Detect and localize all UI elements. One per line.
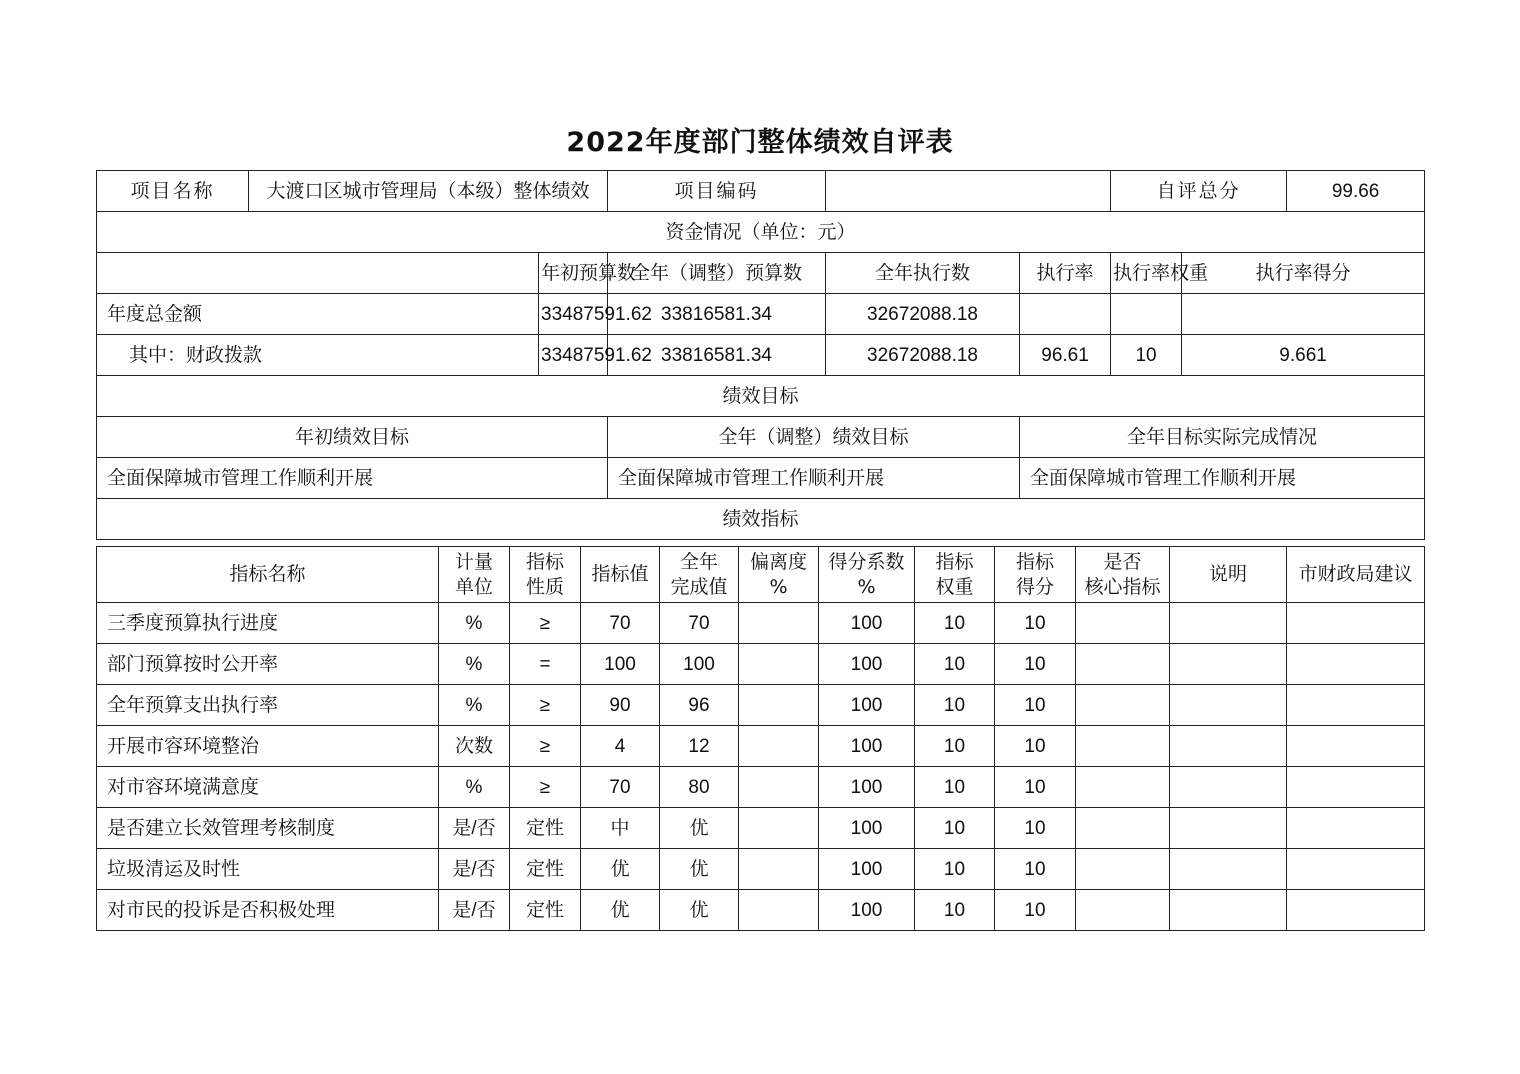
indicator-cell: ≥ xyxy=(510,767,581,808)
indicator-col-header: 市财政局建议 xyxy=(1287,547,1425,603)
indicator-cell: ≥ xyxy=(510,726,581,767)
indicator-cell: 70 xyxy=(581,767,660,808)
total-score-label: 自评总分 xyxy=(1111,171,1287,212)
indicator-cell xyxy=(739,890,819,931)
funds-row-total xyxy=(97,294,1425,335)
funds-cell: 33816581.34 xyxy=(608,294,826,335)
funds-cell: 9.661 xyxy=(1182,335,1425,376)
indicator-cell: 10 xyxy=(995,808,1076,849)
total-score-value: 99.66 xyxy=(1287,171,1425,212)
indicator-cell: 100 xyxy=(819,603,915,644)
funds-col-header: 全年执行数 xyxy=(826,253,1020,294)
indicator-cell: % xyxy=(439,603,510,644)
indicator-cell: 70 xyxy=(660,603,739,644)
indicator-cell xyxy=(1170,808,1287,849)
funds-corner-cell xyxy=(97,253,539,294)
indicator-cell: 12 xyxy=(660,726,739,767)
indicator-cell xyxy=(1287,603,1425,644)
indicator-cell: 优 xyxy=(660,849,739,890)
funds-cell: 32672088.18 xyxy=(826,335,1020,376)
indicator-cell xyxy=(739,808,819,849)
table-row xyxy=(97,808,1425,849)
indicator-col-header: 指标名称 xyxy=(97,547,439,603)
indicator-table xyxy=(96,546,1425,931)
table-row xyxy=(97,767,1425,808)
funds-cell: 33487591.62 xyxy=(539,294,608,335)
indicator-cell: 次数 xyxy=(439,726,510,767)
goals-header-row xyxy=(97,417,1425,458)
indicator-cell xyxy=(1076,603,1170,644)
indicator-cell: 100 xyxy=(660,644,739,685)
funds-col-header: 执行率 xyxy=(1020,253,1111,294)
project-name-value: 大渡口区城市管理局（本级）整体绩效 xyxy=(249,171,608,212)
funds-col-header: 全年（调整）预算数 xyxy=(608,253,826,294)
indicator-cell: 优 xyxy=(660,808,739,849)
indicator-cell xyxy=(1076,808,1170,849)
indicator-cell xyxy=(1170,767,1287,808)
indicator-cell xyxy=(739,685,819,726)
table-row xyxy=(97,726,1425,767)
indicator-cell: 是/否 xyxy=(439,849,510,890)
project-code-label: 项目编码 xyxy=(608,171,826,212)
indicator-cell xyxy=(1170,849,1287,890)
table-row xyxy=(97,890,1425,931)
funds-cell xyxy=(1111,294,1182,335)
indicator-cell: 10 xyxy=(995,767,1076,808)
indicator-cell: 100 xyxy=(819,849,915,890)
indicator-cell: 是/否 xyxy=(439,890,510,931)
indicator-col-header: 是否 核心指标 xyxy=(1076,547,1170,603)
funds-cell: 33816581.34 xyxy=(608,335,826,376)
indicators-section-title: 绩效指标 xyxy=(97,499,1425,540)
indicator-name-cell: 部门预算按时公开率 xyxy=(97,644,439,685)
indicator-name-cell: 是否建立长效管理考核制度 xyxy=(97,808,439,849)
indicator-cell: ≥ xyxy=(510,685,581,726)
indicator-body xyxy=(97,603,1425,931)
indicator-col-header: 指标值 xyxy=(581,547,660,603)
indicator-cell xyxy=(1287,685,1425,726)
indicator-cell xyxy=(1287,726,1425,767)
funds-cell: 32672088.18 xyxy=(826,294,1020,335)
indicator-name-cell: 全年预算支出执行率 xyxy=(97,685,439,726)
table-row xyxy=(97,685,1425,726)
indicator-cell: 10 xyxy=(915,767,995,808)
indicator-cell xyxy=(1170,685,1287,726)
indicator-cell xyxy=(739,849,819,890)
indicator-col-header: 指标 权重 xyxy=(915,547,995,603)
indicator-cell xyxy=(739,726,819,767)
indicator-cell xyxy=(1287,644,1425,685)
indicator-cell: 优 xyxy=(660,890,739,931)
summary-table xyxy=(96,170,1425,540)
indicator-cell xyxy=(1170,644,1287,685)
indicator-cell: 10 xyxy=(995,644,1076,685)
indicator-cell: 中 xyxy=(581,808,660,849)
indicator-cell xyxy=(1287,767,1425,808)
funds-row-fiscal xyxy=(97,335,1425,376)
indicator-cell: % xyxy=(439,644,510,685)
indicator-cell: 定性 xyxy=(510,890,581,931)
indicator-cell: 优 xyxy=(581,849,660,890)
indicator-cell: % xyxy=(439,685,510,726)
funds-row-label: 其中：财政拨款 xyxy=(97,335,539,376)
indicator-cell xyxy=(1076,644,1170,685)
indicator-cell: 10 xyxy=(915,808,995,849)
indicator-cell: 10 xyxy=(915,890,995,931)
funds-col-header: 执行率得分 xyxy=(1182,253,1425,294)
indicator-cell: 80 xyxy=(660,767,739,808)
indicator-cell xyxy=(1170,890,1287,931)
indicator-cell: 96 xyxy=(660,685,739,726)
goals-col-header: 年初绩效目标 xyxy=(97,417,608,458)
indicator-cell xyxy=(1287,849,1425,890)
goals-cell: 全面保障城市管理工作顺利开展 xyxy=(97,458,608,499)
goals-cell: 全面保障城市管理工作顺利开展 xyxy=(608,458,1020,499)
indicator-header-row xyxy=(97,547,1425,603)
indicator-name-cell: 对市民的投诉是否积极处理 xyxy=(97,890,439,931)
funds-col-header: 执行率权重 xyxy=(1111,253,1182,294)
indicator-cell: 10 xyxy=(915,726,995,767)
indicator-cell: = xyxy=(510,644,581,685)
funds-cell: 33487591.62 xyxy=(539,335,608,376)
table-row xyxy=(97,644,1425,685)
page-title: 2022年度部门整体绩效自评表 xyxy=(566,127,954,158)
indicator-cell: 10 xyxy=(915,603,995,644)
table-row xyxy=(97,603,1425,644)
indicator-cell xyxy=(739,767,819,808)
indicator-cell xyxy=(1076,726,1170,767)
indicator-cell: 100 xyxy=(819,890,915,931)
indicator-cell xyxy=(1170,603,1287,644)
indicator-cell xyxy=(1076,849,1170,890)
indicator-cell: 定性 xyxy=(510,808,581,849)
indicator-cell: ≥ xyxy=(510,603,581,644)
indicator-cell: 10 xyxy=(995,849,1076,890)
indicator-col-header: 全年 完成值 xyxy=(660,547,739,603)
indicator-cell xyxy=(1076,685,1170,726)
indicator-cell: % xyxy=(439,767,510,808)
funds-col-header: 年初预算数 xyxy=(539,253,608,294)
indicator-cell: 10 xyxy=(995,603,1076,644)
header-row xyxy=(97,171,1425,212)
funds-cell xyxy=(1182,294,1425,335)
goals-section-title: 绩效目标 xyxy=(97,376,1425,417)
indicator-col-header: 说明 xyxy=(1170,547,1287,603)
indicator-cell: 10 xyxy=(915,849,995,890)
project-code-value xyxy=(826,171,1111,212)
indicator-col-header: 指标 得分 xyxy=(995,547,1076,603)
indicator-cell: 10 xyxy=(995,685,1076,726)
indicator-cell: 70 xyxy=(581,603,660,644)
funds-cell xyxy=(1020,294,1111,335)
indicator-cell xyxy=(1170,726,1287,767)
indicator-cell: 100 xyxy=(819,767,915,808)
funds-header-row xyxy=(97,253,1425,294)
indicator-cell xyxy=(1287,890,1425,931)
indicator-cell xyxy=(1076,890,1170,931)
indicator-cell: 100 xyxy=(819,726,915,767)
indicator-cell: 4 xyxy=(581,726,660,767)
indicator-name-cell: 开展市容环境整治 xyxy=(97,726,439,767)
indicator-cell: 100 xyxy=(819,644,915,685)
indicator-col-header: 计量 单位 xyxy=(439,547,510,603)
indicator-cell xyxy=(1287,808,1425,849)
funds-section-title: 资金情况（单位：元） xyxy=(97,212,1425,253)
indicator-cell xyxy=(739,603,819,644)
indicator-cell: 10 xyxy=(915,644,995,685)
goals-col-header: 全年目标实际完成情况 xyxy=(1020,417,1425,458)
indicator-cell: 10 xyxy=(995,726,1076,767)
goals-cell: 全面保障城市管理工作顺利开展 xyxy=(1020,458,1425,499)
indicator-col-header: 得分系数 % xyxy=(819,547,915,603)
indicator-name-cell: 垃圾清运及时性 xyxy=(97,849,439,890)
goals-col-header: 全年（调整）绩效目标 xyxy=(608,417,1020,458)
indicator-cell: 100 xyxy=(819,685,915,726)
funds-cell: 96.61 xyxy=(1020,335,1111,376)
indicator-cell xyxy=(1076,767,1170,808)
indicator-col-header: 指标 性质 xyxy=(510,547,581,603)
indicator-name-cell: 三季度预算执行进度 xyxy=(97,603,439,644)
table-row xyxy=(97,849,1425,890)
funds-row-label: 年度总金额 xyxy=(97,294,539,335)
indicator-cell: 100 xyxy=(819,808,915,849)
indicator-cell: 10 xyxy=(915,685,995,726)
indicator-cell xyxy=(739,644,819,685)
goals-value-row xyxy=(97,458,1425,499)
indicator-cell: 100 xyxy=(581,644,660,685)
indicator-cell: 10 xyxy=(995,890,1076,931)
indicator-col-header: 偏离度 % xyxy=(739,547,819,603)
indicator-cell: 是/否 xyxy=(439,808,510,849)
funds-cell: 10 xyxy=(1111,335,1182,376)
indicator-cell: 90 xyxy=(581,685,660,726)
project-name-label: 项目名称 xyxy=(97,171,249,212)
indicator-cell: 定性 xyxy=(510,849,581,890)
indicator-cell: 优 xyxy=(581,890,660,931)
indicator-name-cell: 对市容环境满意度 xyxy=(97,767,439,808)
